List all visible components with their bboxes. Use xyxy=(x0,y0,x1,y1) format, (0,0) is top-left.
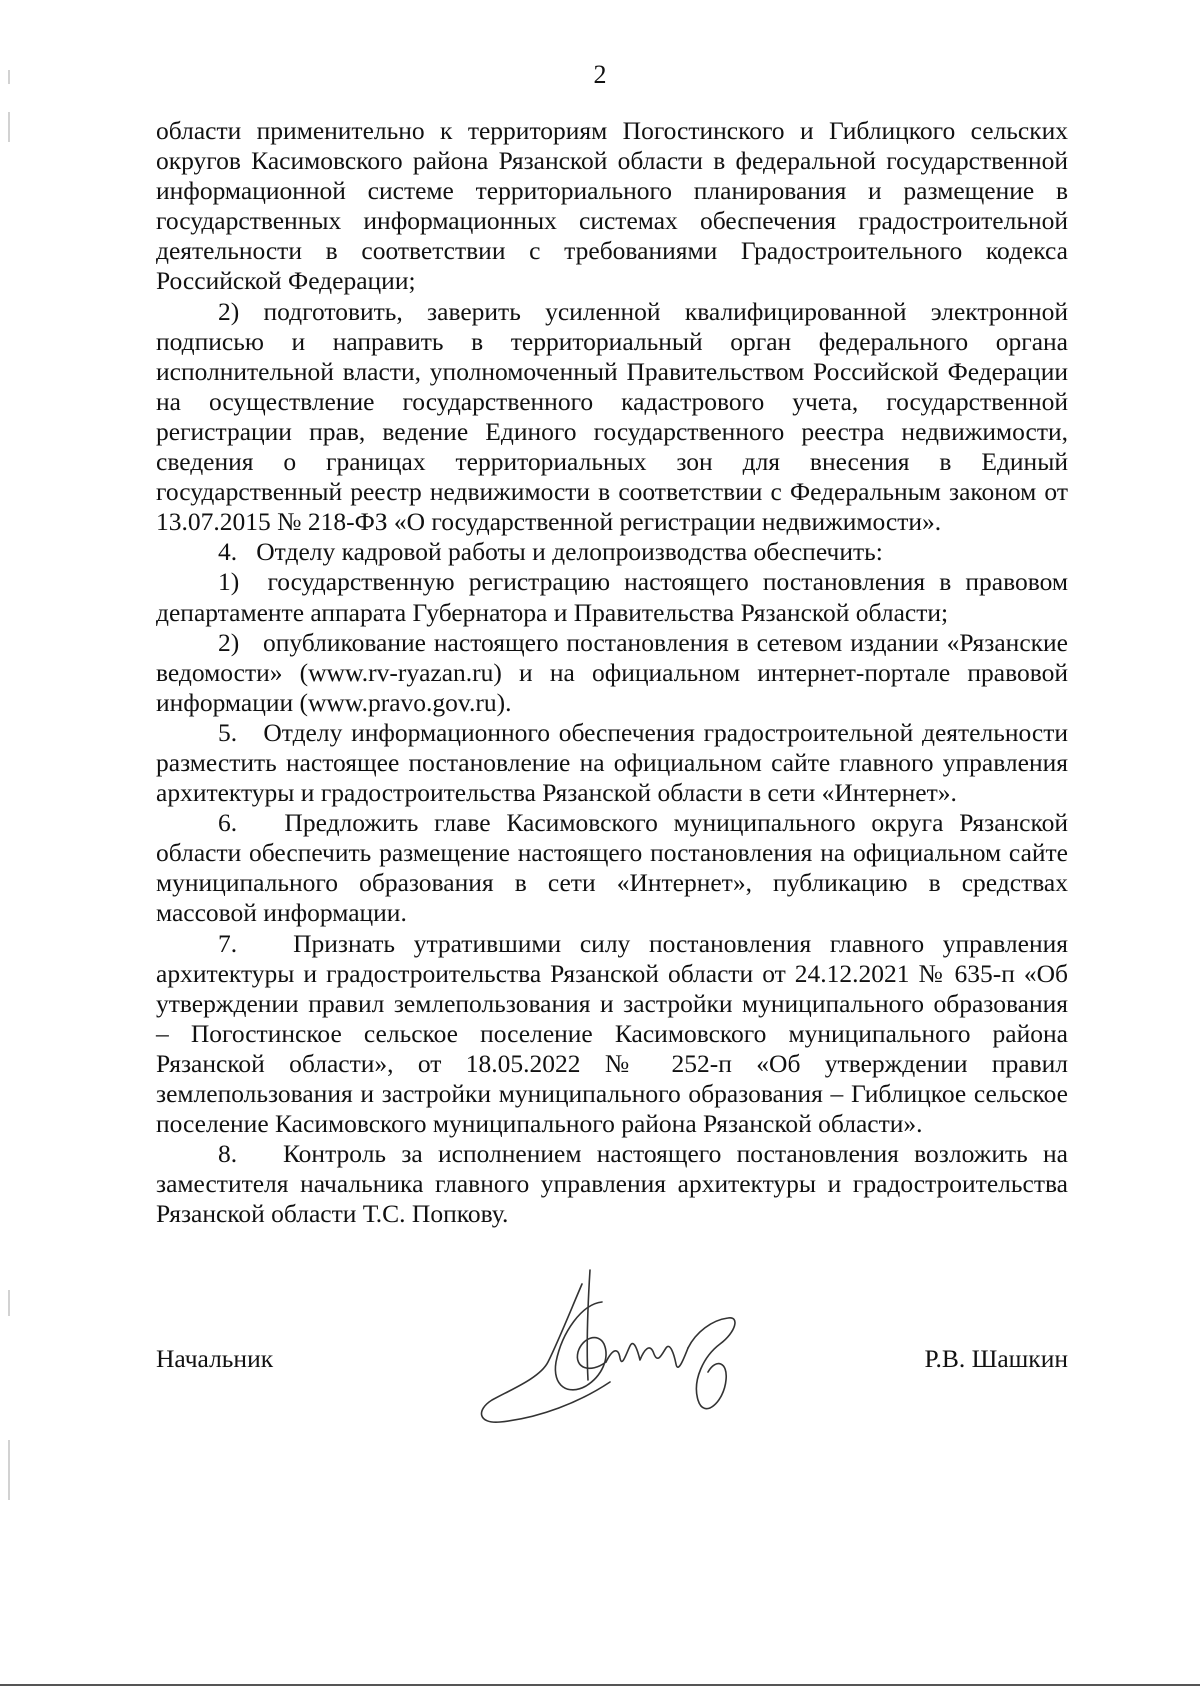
paragraph-continuation: области применительно к территориям Погостинского и Гиблицкого сельских округов Касимовского района Рязанской области в федеральной государственной информационной системе территориального планирования и размещение в государственных информационных системах обеспечения градостроительной деятельности в соответствии с требованиями Градостроительного кодекса Российской Федерации; xyxy=(156,116,1068,296)
page-number: 2 xyxy=(593,60,607,89)
document-body xyxy=(156,116,1068,1229)
signatory-title: Начальник xyxy=(156,1344,274,1373)
bottom-border-line xyxy=(0,1684,1200,1686)
scan-margin-mark xyxy=(8,1440,10,1500)
paragraph-section-5: 5. Отделу информационного обеспечения градостроительной деятельности разместить настоящее постановление на официальном сайте главного управления архитектуры и градостроительства Рязанской области в сети «Интернет». xyxy=(156,717,1068,808)
scan-margin-mark xyxy=(8,112,10,142)
paragraph-section-8: 8. Контроль за исполнением настоящего постановления возложить на заместителя начальника главного управления архитектуры и градостроительства Рязанской области Т.С. Попкову. xyxy=(156,1139,1068,1229)
paragraph-section-4-item-2: 2) опубликование настоящего постановления в сетевом издании «Рязанские ведомости» (www.rv-ryazan.ru) и на официальном интернет-портале правовой информации (www.pravo.gov.ru). xyxy=(156,627,1068,717)
scan-margin-mark xyxy=(8,1290,10,1316)
paragraph-section-7: 7. Признать утратившими силу постановления главного управления архитектуры и градостроительства Рязанской области от 24.12.2021 № 635-п «Об утверждении правил землепользования и застройки муниципального образования – Погостинское сельское поселение Касимовского муниципального района Рязанской области», от 18.05.2022 № 252-п «Об утверждении правил землепользования и застройки муниципального образования – Гиблицкое сельское поселение Касимовского муниципального района Рязанской области». xyxy=(156,928,1068,1139)
paragraph-section-6: 6. Предложить главе Касимовского муниципального округа Рязанской области обеспечить размещение настоящего постановления на официальном сайте муниципального образования в сети «Интернет», публикацию в средствах массовой информации. xyxy=(156,808,1068,928)
paragraph-item-2: 2) подготовить, заверить усиленной квалифицированной электронной подписью и направить в территориальный орган федерального органа исполнительной власти, уполномоченный Правительством Российской Федерации на осуществление государственного кадастрового учета, государственной регистрации прав, ведение Единого государственного реестра недвижимости, сведения о границах территориальных зон для внесения в Единый государственный реестр недвижимости в соответствии с Федеральным законом от 13.07.2015 № 218-ФЗ «О государственной регистрации недвижимости». xyxy=(156,296,1068,537)
paragraph-section-4: 4. Отделу кадровой работы и делопроизводства обеспечить: xyxy=(218,537,883,567)
signatory-name: Р.В. Шашкин xyxy=(924,1344,1068,1373)
paragraph-section-4-item-1: 1) государственную регистрацию настоящего постановления в правовом департаменте аппарата Губернатора и Правительства Рязанской области; xyxy=(156,567,1068,627)
handwritten-signature xyxy=(470,1262,760,1432)
